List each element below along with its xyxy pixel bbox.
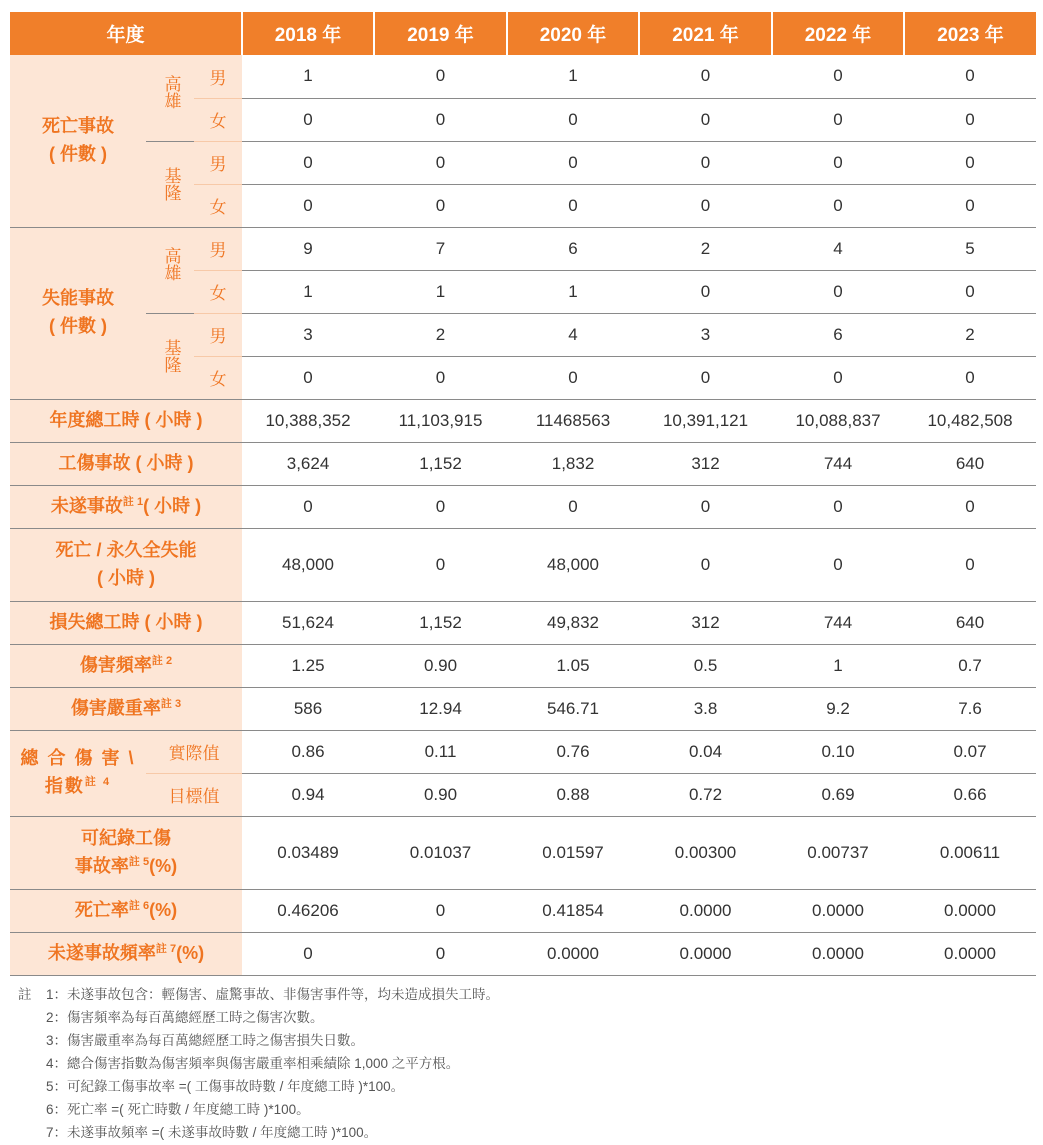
table-cell: 0 [772,141,904,184]
site-kaohsiung-label: 高雄 [146,55,194,141]
table-cell: 0 [904,485,1036,528]
table-cell: 0.0000 [772,889,904,932]
table-cell: 0.0000 [772,932,904,975]
table-cell: 9.2 [772,687,904,730]
table-cell: 11468563 [507,399,639,442]
table-cell: 2 [904,313,1036,356]
table-cell: 546.71 [507,687,639,730]
gender-female-label: 女 [194,270,242,313]
table-cell: 0 [242,485,374,528]
table-cell: 0.11 [374,730,507,773]
table-cell: 9 [242,227,374,270]
table-row [10,687,1036,730]
table-cell: 0 [639,98,772,141]
table-cell: 0.04 [639,730,772,773]
table-row [10,601,1036,644]
table-cell: 11,103,915 [374,399,507,442]
table-cell: 586 [242,687,374,730]
table-cell: 0.00611 [904,816,1036,889]
gender-female-label: 女 [194,98,242,141]
table-cell: 0.90 [374,773,507,816]
table-cell: 0 [639,184,772,227]
note-reference: 註 2 [151,654,173,667]
gender-male-label: 男 [194,141,242,184]
gender-female-label: 女 [194,184,242,227]
table-cell: 0 [242,932,374,975]
table-cell: 0.07 [904,730,1036,773]
year-header: 2023 年 [904,12,1036,55]
table-row [10,730,1036,773]
table-cell: 0 [507,184,639,227]
table-cell: 0.66 [904,773,1036,816]
table-cell: 0.7 [904,644,1036,687]
table-cell: 1,152 [374,601,507,644]
table-cell: 744 [772,601,904,644]
table-cell: 0 [374,141,507,184]
table-cell: 10,088,837 [772,399,904,442]
table-cell: 0 [772,270,904,313]
table-cell: 0 [374,98,507,141]
table-row [10,889,1036,932]
year-header: 2020 年 [507,12,639,55]
composite-index-label: 總 合 傷 害 \ 指數$^{註 4}$ [10,730,146,816]
year-column-header: 年度 [10,12,242,55]
table-cell: 0 [772,485,904,528]
table-cell: 1 [242,55,374,98]
footnote: 4：總合傷害指數為傷害頻率與傷害嚴重率相乘績除 1,000 之平方根。 [46,1056,460,1071]
gender-male-label: 男 [194,313,242,356]
table-row [10,932,1036,975]
table-cell: 0 [374,184,507,227]
footnote: 5：可紀錄工傷事故率 =( 工傷事故時數 / 年度總工時 )*100。 [46,1079,405,1094]
table-row [10,528,1036,601]
actual-value-label: 實際值 [146,730,242,773]
table-cell: 0 [507,485,639,528]
table-cell: 6 [772,313,904,356]
year-header: 2022 年 [772,12,904,55]
site-keelung-label: 基隆 [146,141,194,227]
table-cell: 10,482,508 [904,399,1036,442]
table-cell: 0.0000 [639,889,772,932]
total-hours-label: 年度總工時 ( 小時 ) [10,399,242,442]
table-row [10,55,1036,98]
table-cell: 7.6 [904,687,1036,730]
table-cell: 0.94 [242,773,374,816]
table-cell: 10,388,352 [242,399,374,442]
table-cell: 0 [904,141,1036,184]
lost-hours-label: 損失總工時 ( 小時 ) [10,601,242,644]
table-cell: 0.03489 [242,816,374,889]
table-cell: 0 [507,98,639,141]
table-cell: 0.76 [507,730,639,773]
table-cell: 49,832 [507,601,639,644]
table-cell: 1 [507,270,639,313]
injury-severity-label: 傷害嚴重率$^{註 3}$ [10,687,242,730]
table-cell: 48,000 [242,528,374,601]
target-value-label: 目標值 [146,773,242,816]
table-cell: 3 [242,313,374,356]
table-row [10,773,1036,816]
table-cell: 3 [639,313,772,356]
year-header: 2021 年 [639,12,772,55]
table-cell: 0 [242,356,374,399]
table-cell: 0.69 [772,773,904,816]
death-accident-label: 死亡事故 ( 件數 ) [10,55,146,227]
note-reference: 註 7 [155,942,177,955]
table-cell: 0.41854 [507,889,639,932]
table-cell: 0 [242,141,374,184]
footnote: 註 1：未遂事故包含：輕傷害、虛驚事故、非傷害事件等，均未造成損失工時。 [18,983,1028,1006]
table-cell: 0.01597 [507,816,639,889]
table-cell: 0 [639,528,772,601]
table-cell: 7 [374,227,507,270]
table-cell: 0 [904,528,1036,601]
table-cell: 0 [507,141,639,184]
occupational-safety-table [10,12,1036,976]
table-row [10,442,1036,485]
table-cell: 0 [374,889,507,932]
note-reference: 註 5 [128,855,150,868]
table-cell: 0 [772,184,904,227]
table-cell: 0.00300 [639,816,772,889]
table-cell: 1 [374,270,507,313]
death-rate-label: 死亡率$^{註 6}$(%) [10,889,242,932]
table-cell: 12.94 [374,687,507,730]
table-cell: 4 [772,227,904,270]
table-cell: 0 [904,55,1036,98]
table-cell: 3.8 [639,687,772,730]
table-row [10,816,1036,889]
note-reference: 註 6 [128,899,150,912]
fatal-disability-label: 死亡 / 永久全失能 ( 小時 ) [10,528,242,601]
table-cell: 1,152 [374,442,507,485]
table-cell: 6 [507,227,639,270]
table-cell: 640 [904,442,1036,485]
table-cell: 0.88 [507,773,639,816]
table-cell: 0 [639,356,772,399]
footnote: 6：死亡率 =( 死亡時數 / 年度總工時 )*100。 [46,1102,310,1117]
table-cell: 5 [904,227,1036,270]
table-cell: 312 [639,442,772,485]
table-cell: 0 [242,98,374,141]
table-cell: 2 [639,227,772,270]
table-cell: 51,624 [242,601,374,644]
table-cell: 0.90 [374,644,507,687]
table-cell: 640 [904,601,1036,644]
table-cell: 0.72 [639,773,772,816]
table-cell: 2 [374,313,507,356]
table-cell: 0 [904,98,1036,141]
year-header: 2019 年 [374,12,507,55]
table-cell: 0.10 [772,730,904,773]
recordable-injury-rate-label: 可紀錄工傷 事故率$^{註 5}$(%) [10,816,242,889]
table-cell: 0.0000 [507,932,639,975]
table-row [10,313,1036,356]
gender-male-label: 男 [194,227,242,270]
table-cell: 0 [374,356,507,399]
table-cell: 0 [904,356,1036,399]
table-cell: 0 [507,356,639,399]
table-cell: 0 [374,932,507,975]
table-cell: 0.46206 [242,889,374,932]
table-cell: 0 [639,270,772,313]
table-cell: 0 [639,55,772,98]
note-reference: 註 1 [122,495,144,508]
table-cell: 0.0000 [904,889,1036,932]
table-cell: 48,000 [507,528,639,601]
footnote: 7：未遂事故頻率 =( 未遂事故時數 / 年度總工時 )*100。 [46,1125,378,1140]
table-cell: 0 [772,528,904,601]
site-keelung-label: 基隆 [146,313,194,399]
near-miss-label: 未遂事故$^{註 1}$( 小時 ) [10,485,242,528]
gender-female-label: 女 [194,356,242,399]
footnote: 3：傷害嚴重率為每百萬總經歷工時之傷害損失日數。 [46,1033,365,1048]
table-cell: 0 [772,98,904,141]
table-cell: 0.0000 [904,932,1036,975]
note-reference: 註 4 [84,776,112,788]
table-cell: 0 [772,356,904,399]
table-cell: 0 [374,485,507,528]
table-cell: 1 [242,270,374,313]
site-kaohsiung-label: 高雄 [146,227,194,313]
injury-frequency-label: 傷害頻率$^{註 2}$ [10,644,242,687]
table-cell: 312 [639,601,772,644]
gender-male-label: 男 [194,55,242,98]
table-cell: 0 [904,184,1036,227]
table-cell: 10,391,121 [639,399,772,442]
injury-hours-label: 工傷事故 ( 小時 ) [10,442,242,485]
table-cell: 0 [639,141,772,184]
table-row [10,227,1036,270]
table-cell: 0 [242,184,374,227]
table-cell: 0.00737 [772,816,904,889]
table-cell: 0 [374,528,507,601]
table-cell: 744 [772,442,904,485]
table-cell: 1 [772,644,904,687]
table-cell: 0 [374,55,507,98]
table-cell: 0 [904,270,1036,313]
table-cell: 4 [507,313,639,356]
table-cell: 3,624 [242,442,374,485]
footnote-mark: 註 [18,987,32,1002]
note-reference: 註 3 [160,697,182,710]
table-cell: 0 [639,485,772,528]
table-cell: 0 [772,55,904,98]
table-cell: 0.01037 [374,816,507,889]
table-cell: 1,832 [507,442,639,485]
table-row [10,141,1036,184]
table-cell: 0.86 [242,730,374,773]
table-cell: 0.0000 [639,932,772,975]
table-cell: 1 [507,55,639,98]
table-row [10,644,1036,687]
year-header: 2018 年 [242,12,374,55]
table-cell: 0.5 [639,644,772,687]
footnote: 2：傷害頻率為每百萬總經歷工時之傷害次數。 [46,1010,324,1025]
footnotes [18,983,1028,1144]
header-row [10,12,1036,55]
table-cell: 1.25 [242,644,374,687]
table-cell: 1.05 [507,644,639,687]
near-miss-rate-label: 未遂事故頻率$^{註 7}$(%) [10,932,242,975]
disability-accident-label: 失能事故 ( 件數 ) [10,227,146,399]
table-row [10,399,1036,442]
table-row [10,485,1036,528]
